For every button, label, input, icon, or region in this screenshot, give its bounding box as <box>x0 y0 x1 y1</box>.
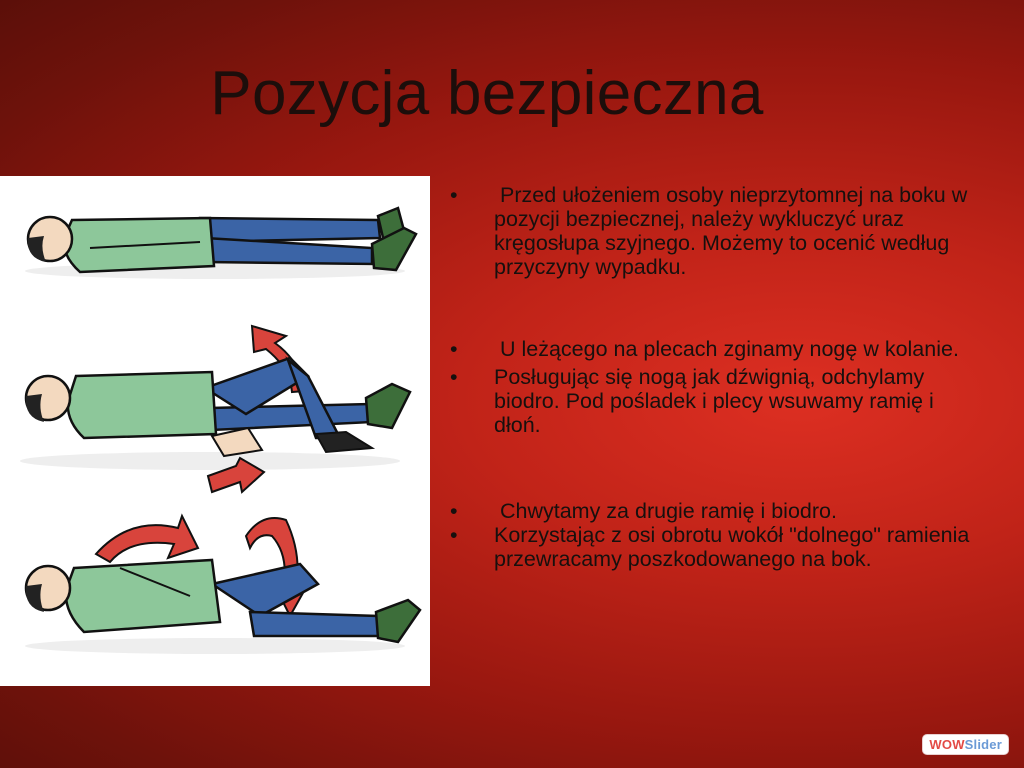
bullet-item <box>446 365 986 437</box>
slide-title: Pozycja bezpieczna <box>210 59 764 128</box>
bullet-marker: • <box>450 499 458 523</box>
bullet-marker: • <box>450 523 458 547</box>
bullet-text: Posługując się nogą jak dźwignią, odchylamy biodro. Pod pośladek i plecy wsuwamy ramię i dłoń. <box>494 365 934 437</box>
badge-part1: WOW <box>929 737 965 752</box>
bullet-text: U leżącego na plecach zginamy nogę w kolanie. <box>494 337 959 361</box>
recovery-position-illustration <box>0 176 430 686</box>
bullet-item <box>446 523 986 571</box>
person-lying-icon <box>25 208 416 279</box>
bullet-list <box>446 183 986 571</box>
bullet-marker: • <box>450 183 458 207</box>
bullet-item <box>446 183 986 279</box>
badge-part2: Slider <box>964 737 1002 752</box>
wowslider-badge[interactable] <box>923 735 1008 754</box>
bullet-item <box>446 337 986 361</box>
bullet-marker: • <box>450 337 458 361</box>
bullet-text: Korzystając z osi obrotu wokół "dolnego" ramienia przewracamy poszkodowanego na bok. <box>494 523 970 571</box>
bullet-item <box>446 499 986 523</box>
person-rolling-icon <box>25 516 420 654</box>
person-knee-bent-icon <box>20 326 410 492</box>
bullet-text: Chwytamy za drugie ramię i biodro. <box>494 499 837 523</box>
bullet-marker: • <box>450 365 458 389</box>
bullet-text: Przed ułożeniem osoby nieprzytomnej na boku w pozycji bezpiecznej, należy wykluczyć uraz kręgosłupa szyjnego. Możemy to ocenić według przyczyny wypadku. <box>494 183 974 279</box>
